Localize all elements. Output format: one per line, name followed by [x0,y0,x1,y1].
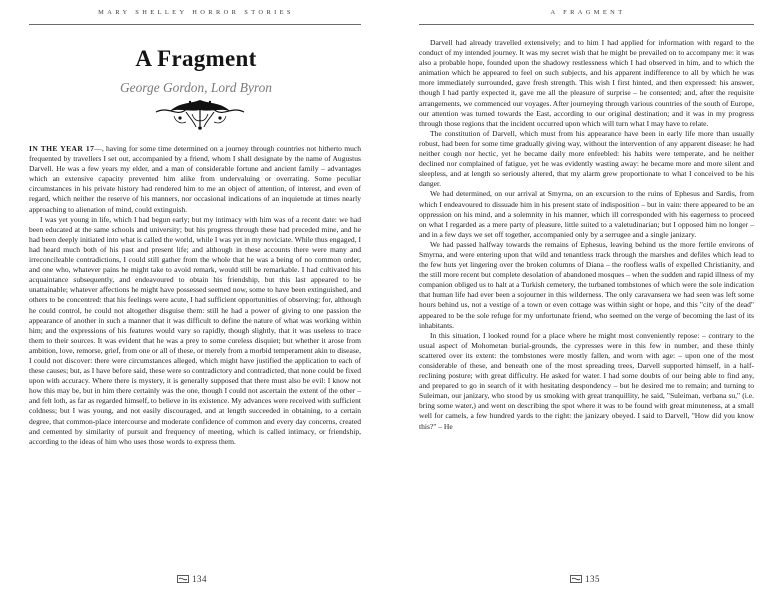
page-number: 134 [192,574,207,584]
paragraph: Darvell had already travelled extensively; and to him I had applied for information with regard to the conduct of my intended journey. It was my secret wish that he might be prevailed on to accompany me: it was also a probable hope, founded upon the shadowy restlessness which I had observed in him, and to which the animation which he appeared to feel on such subjects, and his apparent indifference to all by which he was more immediately surrounded, gave fresh strength. This wish I first hinted, and then expressed: his answer, though I had partly expected it, gave me all the pleasure of surprise – he consented; and, after the requisite arrangements, we commenced our voyages. After journeying through various countries of the south of Europe, our attention was turned towards the East, according to our original destination; and it was in my progress through those regions that the incident occurred upon which will turn what I may have to relate. [419,38,754,128]
page-number: 135 [585,574,600,584]
paragraph: I was yet young in life, which I had begun early; but my intimacy with him was of a recent date: we had been educated at the same schools and university; but his progress through these had preceded mine, and he had been deeply initiated into what is called the world, while I was yet in my noviciate. While thus engaged, I had heard much both of his past and present life; and although in these accounts there were many and irreconcileable contradictions, I could still gather from the whole that he was a being of no common order, and one who, whatever pains he might take to avoid remark, would still be remarkable. I had cultivated his acquaintance subsequently, and endeavoured to obtain his friendship, but this last appeared to be unattainable; whatever affections he might have possessed seemed now, some to have been extinguished, and others to be concentred: that his feelings were acute, I had sufficient opportunities of observing; for, although he could control, he could not altogether disguise them: still he had a power of giving to one passion the appearance of another in such a manner that it was difficult to define the nature of what was working within him; and the expressions of his features would vary so rapidly, though slightly, that it was useless to trace them to their sources. It was evident that he was a prey to some cureless disquiet; but whether it arose from ambition, love, remorse, grief, from one or all of these, or merely from a morbid temperament akin to disease, I could not discover: there were circumstances alleged, which might have justified the application to each of these causes; but, as I have before said, these were so contradictory and contradicted, that none could be fixed upon with accuracy. Where there is mystery, it is generally supposed that there must also be evil: I know not how this may be, but in him there certainly was the one, though I could not ascertain the extent of the other – and felt loth, as far as regarded himself, to believe in its existence. My advances were received with sufficient coldness; but I was young, and not easily discouraged, and at length succeeded in obtaining, to a certain degree, that common-place intercourse and moderate confidence of common and every day concerns, created and cemented by similarity of pursuit and frequency of meeting, which is called intimacy, or friendship, according to the ideas of him who uses those words to express them. [29,214,361,446]
running-head-right: A FRAGMENT [550,9,626,16]
folio-ornament-icon [570,575,582,583]
header-rule-right [419,24,754,25]
folio-ornament-icon [177,575,189,583]
right-page-body [419,38,754,432]
chapter-author: George Gordon, Lord Byron [120,80,272,95]
paragraph: In this situation, I looked round for a place where he might most conveniently repose: – contrary to the usual aspect of Mohometan burial-grounds, the cypresses were in this few in number, and these thinly scattered over its extent: the tombstones were mostly fallen, and worn with age: – upon one of the most considerable of these, and beneath one of the most spreading trees, Darvell supported himself, in a half-reclining posture; with great difficulty. He asked for water. I had some doubts of our being able to find any, and prepared to go in search of it with hesitating despondency – but he desired me to remain; and turning to Suleiman, our janizary, who stood by us smoking with great tranquillity, he said, "Suleiman, verbana su," (i.e. bring some water,) and went on describing the spot where it was to be found with great minuteness, at a small well for camels, a few hundred yards to the right: the janizary obeyed. I said to Darvell, "How did you know this?" – He [419,330,754,431]
page-number-left [177,573,237,585]
opening-paragraph [29,144,361,215]
header-rule-left [29,24,361,25]
left-page-body [29,144,361,447]
running-head-left: MARY SHELLEY HORROR STORIES [98,9,294,16]
paragraph-text: —, having for some time determined on a journey through countries not hitherto much frequented by travellers I set out, accompanied by a friend, whom I shall designate by the name of Augustus Darvell. He was a few years my elder, and a man of considerable fortune and ancient family – advantages which an extensive capacity prevented him alike from undervaluing or overrating. Some peculiar circumstances in his private history had rendered him to me an object of attention, of interest, and even of regard, which neither the reserve of his manners, nor occasional indications of an inquietude at times nearly approaching to alienation of mind, could extinguish. [29,144,361,214]
page-number-right [570,573,630,585]
paragraph: We had determined, on our arrival at Smyrna, on an excursion to the ruins of Ephesus and Sardis, from which I endeavoured to dissuade him in his present state of indisposition – but in vain: there appeared to be an oppression on his mind, and a solemnity in his manner, which ill corresponded with his eagerness to proceed on what I regarded as a mere party of pleasure, little suited to a valetudinarian; but I opposed him no longer – and in a few days we set off together, accompanied only by a serrugee and a single janizary. [419,189,754,239]
right-page [392,0,784,600]
decorative-flourish-icon [150,96,250,132]
paragraph: The constitution of Darvell, which must from his appearance have been in early life more than usually robust, had been for some time gradually giving way, without the intervention of any apparent disease: he had neither cough nor hectic, yet he became daily more enfeebled: his habits were temperate, and he neither declined nor complained of fatigue, yet he was evidently wasting away: he became more and more silent and sleepless, and at length so seriously altered, that my alarm grew proportionate to what I conceived to be his danger. [419,128,754,189]
chapter-title: A Fragment [135,46,257,71]
opening-small-caps: IN THE YEAR 17 [29,144,95,153]
paragraph: We had passed halfway towards the remains of Ephesus, leaving behind us the more fertile environs of Smyrna, and were entering upon that wild and tenantless track through the marshes and defiles which lead to the few huts yet lingering over the broken columns of Diana – the roofless walls of expelled Christianity, and the still more recent but complete desolation of abandoned mosques – when the sudden and rapid illness of my companion obliged us to halt at a Turkish cemetery, the turbaned tombstones of which were the sole indication that human life had ever been a sojourner in this wilderness. The only caravansera we had seen was left some hours behind us, not a vestige of a town or even cottage was within sight or hope, and this "city of the dead" appeared to be the sole refuge for my unfortunate friend, who seemed on the verge of becoming the last of its inhabitants. [419,239,754,330]
